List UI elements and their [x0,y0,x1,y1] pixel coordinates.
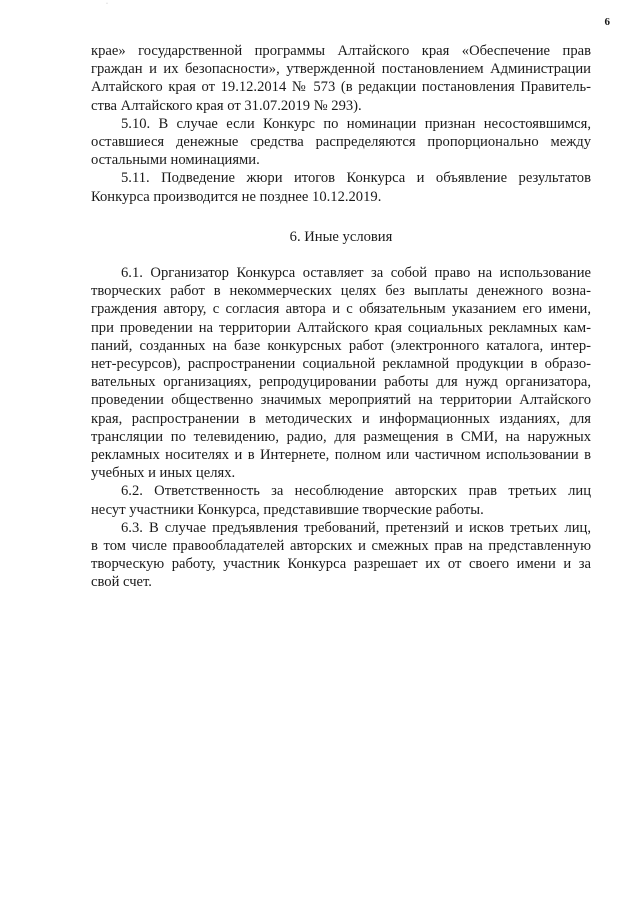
text-line: несут участники Конкурса, представившие творческие работы. [91,501,484,518]
text-line: Конкурса производится не позднее 10.12.2019. [91,188,382,205]
text-line: 6.3. В случае предъявления требований, претензий и исков третьих лиц, [121,519,591,536]
page-number: 6 [604,16,610,28]
text-line: граждан и их безопасности», утвержденной постановлением Администрации [91,61,591,78]
text-line: проведении общественно значимых мероприятий на территории Алтайского [91,392,591,409]
text-line: учебных и иных целях. [91,465,236,482]
text-line: в том числе правообладателей авторских и смежных прав на представленную [91,538,591,555]
paragraph-5-10 [91,115,591,170]
paragraph-6-1 [91,264,591,482]
text-line: творческих работ в некоммерческих целях без выплаты денежного возна- [91,283,591,300]
text-line: оставшиеся денежные средства распределяются пропорционально между [91,134,591,151]
text-line: паний, созданных на базе конкурсных работ (электронного каталога, интер- [91,337,591,354]
text-line: трансляции по телевидению, радио, для размещения в СМИ, на наружных [91,428,591,445]
text-line: остальными номинациями. [91,152,260,169]
text-line: края, распространении в методических и информационных изданиях, для [91,410,591,427]
text-line: нет-ресурсов), распространении социальной рекламной продукции в образо- [91,356,591,373]
text-line: творческую работу, участник Конкурса разрешает их от своего имени и за [91,556,591,573]
text-line: 5.11. Подведение жюри итогов Конкурса и объявление результатов [121,170,591,187]
text-line: 6.2. Ответственность за несоблюдение авторских прав третьих лиц [121,483,591,500]
text-line: ства Алтайского края от 31.07.2019 № 293). [91,97,362,114]
section-heading: 6. Иные условия [289,228,393,245]
text-line: 6.1. Организатор Конкурса оставляет за собой право на использование [121,265,591,282]
text-line: Алтайского края от 19.12.2014 № 573 (в редакции постановления Правитель- [91,79,591,96]
paragraph-5-11 [91,169,591,205]
document-body [91,42,591,592]
text-line: свой счет. [91,574,152,591]
text-line: крае» государственной программы Алтайского края «Обеспечение прав [91,43,591,59]
text-line: рекламных носителях и в Интернете, полном или частичном использовании в [91,447,591,464]
paragraph-continuation [91,42,591,115]
text-line: при проведении на территории Алтайского края социальных рекламных кам- [91,319,591,336]
paragraph-6-2 [91,482,591,518]
scan-mark: · [106,1,108,7]
paragraph-6-3 [91,519,591,592]
text-line: 5.10. В случае если Конкурс по номинации признан несостоявшимся, [121,115,591,132]
text-line: граждения автору, с согласия автора и с обязательным указанием его имени, [91,301,591,318]
text-line: вательных организациях, репродуцировании работы для нужд организатора, [91,374,591,391]
